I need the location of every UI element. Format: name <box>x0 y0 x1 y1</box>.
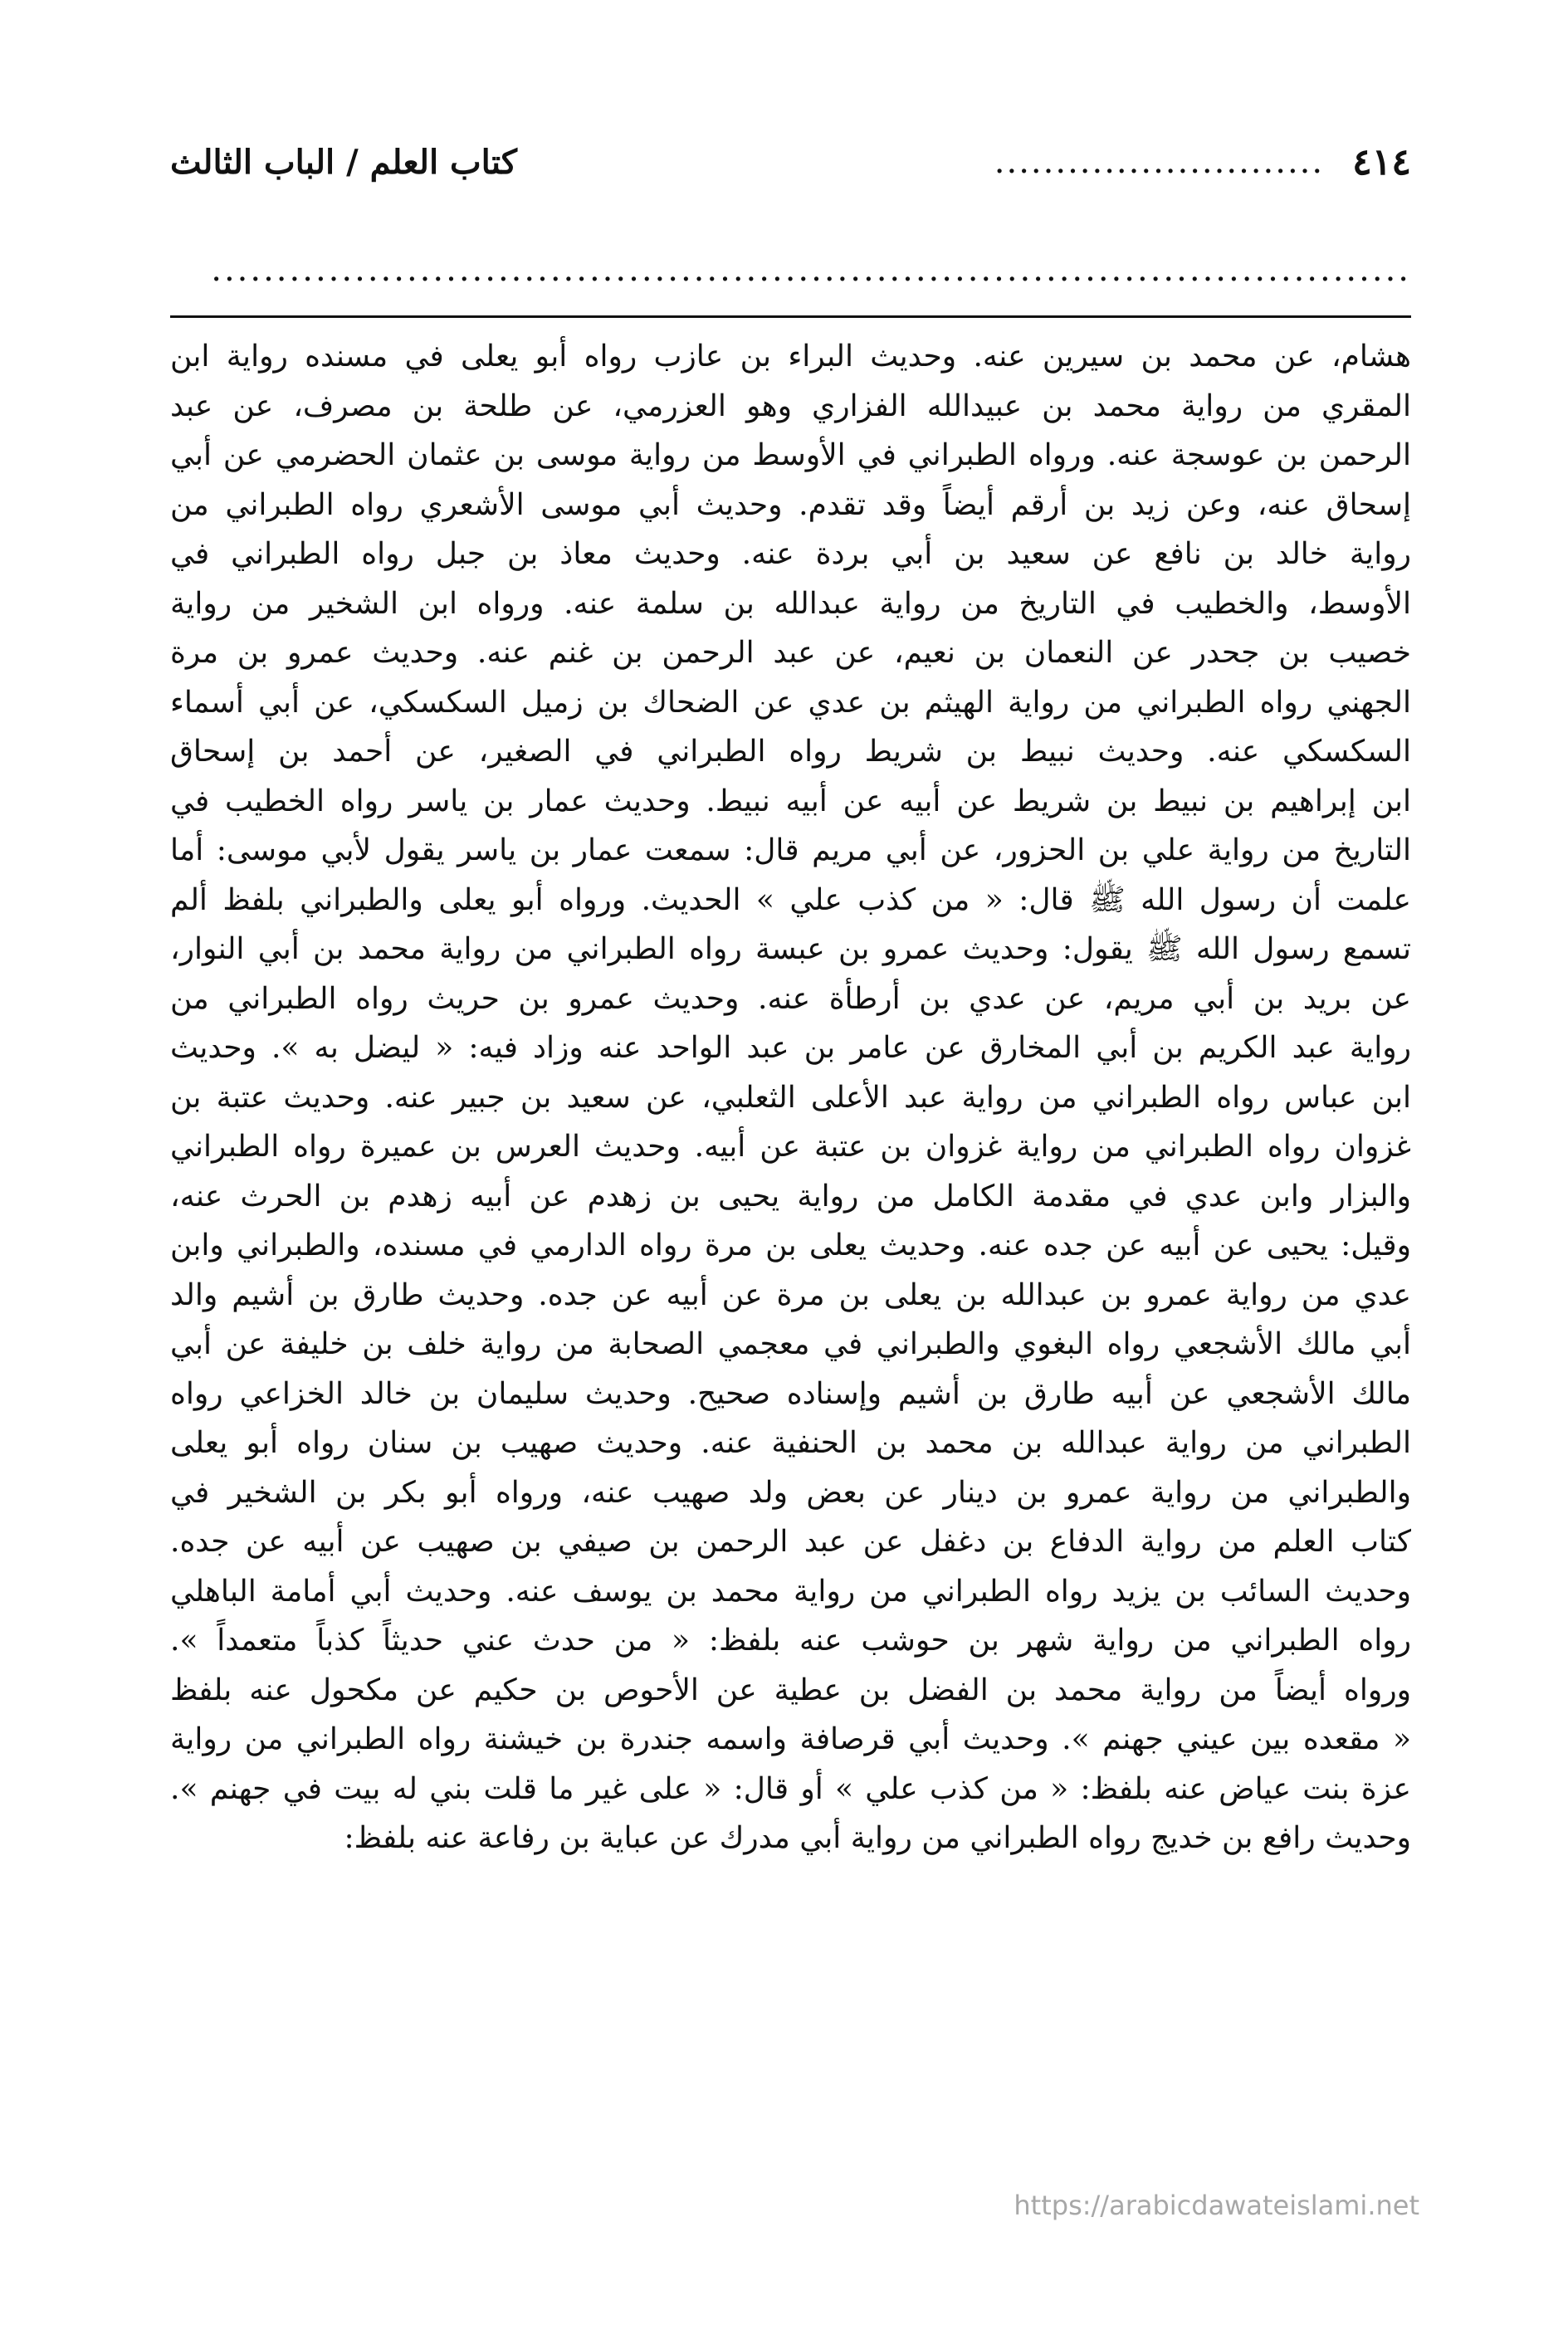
text-line: رواية عبد الكريم بن أبي المخارق عن عامر بن عبد الواحد عنه وزاد فيه: « ليضل به ». وحديث <box>170 1031 1411 1065</box>
text-line: وحديث رافع بن خديج رواه الطبراني من رواية أبي مدرك عن عباية بن رفاعة عنه بلفظ: <box>344 1821 1411 1855</box>
page-number: ٤١٤ <box>1352 140 1411 183</box>
header-rule <box>170 315 1411 318</box>
watermark-url: https://arabicdawateislami.net <box>1014 2190 1419 2221</box>
text-line: ورواه أيضاً من رواية محمد بن الفضل بن عطية عن الأحوص بن حكيم عن مكحول عنه بلفظ <box>170 1673 1411 1707</box>
text-line: عزة بنت عياض عنه بلفظ: « من كذب علي » أو قال: « على غير ما قلت بني له بيت في جهنم ». <box>170 1771 1411 1806</box>
text-line: الجهني رواه الطبراني من رواية الهيثم بن عدي عن الضحاك بن زميل السكسكي، عن أبي أسماء <box>170 685 1411 720</box>
text-line: أبي مالك الأشجعي رواه البغوي والطبراني في معجمي الصحابة من رواية خلف بن خليفة عن أبي <box>170 1327 1411 1361</box>
text-line: ابن عباس رواه الطبراني من رواية عبد الأعلى الثعلبي، عن سعيد بن جبير عنه. وحديث عتبة بن <box>170 1080 1411 1115</box>
text-line: وحديث السائب بن يزيد رواه الطبراني من رواية محمد بن يوسف عنه. وحديث أبي أمامة الباهلي <box>170 1574 1411 1609</box>
text-line: الطبراني من رواية عبدالله بن محمد بن الحنفية عنه. وحديث صهيب بن سنان رواه أبو يعلى <box>170 1426 1411 1460</box>
text-line: تسمع رسول الله ﷺ يقول: وحديث عمرو بن عبسة رواه الطبراني من رواية محمد بن أبي النوار، <box>170 932 1411 966</box>
text-line: مالك الأشجعي عن أبيه طارق بن أشيم وإسناده صحيح. وحديث سليمان بن خالد الخزاعي رواه <box>170 1376 1411 1411</box>
text-line: السكسكي عنه. وحديث نبيط بن شريط رواه الطبراني في الصغير، عن أحمد بن إسحاق <box>170 735 1411 769</box>
text-line: غزوان رواه الطبراني من رواية غزوان بن عتبة عن أبيه. وحديث العرس بن عميرة رواه الطبراني <box>170 1130 1411 1164</box>
text-line: « مقعده بين عيني جهنم ». وحديث أبي قرصافة واسمه جندرة بن خيشنة رواه الطبراني من رواية <box>170 1722 1411 1756</box>
text-line: خصيب بن جحدر عن النعمان بن نعيم، عن عبد الرحمن بن غنم عنه. وحديث عمرو بن مرة <box>170 636 1411 670</box>
text-line: علمت أن رسول الله ﷺ قال: « من كذب علي » الحديث. ورواه أبو يعلى والطبراني بلفظ ألم <box>170 882 1411 917</box>
text-line: ابن إبراهيم بن نبيط بن شريط عن أبيه عن أبيه نبيط. وحديث عمار بن ياسر رواه الخطيب في <box>170 784 1411 818</box>
text-line: كتاب العلم من رواية الدفاع بن دغفل عن عبد الرحمن بن صيفي بن صهيب عن أبيه عن جده. <box>170 1525 1411 1559</box>
text-line: وقيل: يحيى عن أبيه عن جده عنه. وحديث يعلى بن مرة رواه الدارمي في مسنده، والطبراني وابن <box>170 1228 1411 1262</box>
body-text <box>170 332 1411 1863</box>
text-line: الرحمن بن عوسجة عنه. ورواه الطبراني في الأوسط من رواية موسى بن عثمان الحضرمي عن أبي <box>170 438 1411 472</box>
text-line: رواية خالد بن نافع عن سعيد بن أبي بردة عنه. وحديث معاذ بن جبل رواه الطبراني في <box>170 537 1411 571</box>
top-dotted-line: ............................................................................................ <box>211 253 1411 286</box>
chapter-title: كتاب العلم / الباب الثالث <box>170 142 517 182</box>
text-line: هشام، عن محمد بن سيرين عنه. وحديث البراء بن عازب رواه أبو يعلى في مسنده رواية ابن <box>170 339 1411 374</box>
header-dots: ........................... <box>994 143 1325 181</box>
text-line: رواه الطبراني من رواية شهر بن حوشب عنه بلفظ: « من حدث عني حديثاً كذباً متعمداً ». <box>170 1624 1411 1658</box>
text-line: والبزار وابن عدي في مقدمة الكامل من رواية يحيى بن زهدم عن أبيه زهدم بن الحرث عنه، <box>170 1179 1411 1214</box>
text-line: عن بريد بن أبي مريم، عن عدي بن أرطأة عنه. وحديث عمرو بن حريث رواه الطبراني من <box>170 981 1411 1016</box>
text-line: والطبراني من رواية عمرو بن دينار عن بعض ولد صهيب عنه، ورواه أبو بكر بن الشخير في <box>170 1475 1411 1510</box>
text-line: المقري من رواية محمد بن عبيدالله الفزاري وهو العزرمي، عن طلحة بن مصرف، عن عبد <box>170 388 1411 423</box>
text-line: عدي من رواية عمرو بن عبدالله بن يعلى بن مرة عن أبيه عن جده. وحديث طارق بن أشيم والد <box>170 1277 1411 1312</box>
page-header <box>170 125 1411 199</box>
text-line: الأوسط، والخطيب في التاريخ من رواية عبدالله بن سلمة عنه. ورواه ابن الشخير من رواية <box>170 586 1411 621</box>
text-line: التاريخ من رواية علي بن الحزور، عن أبي مريم قال: سمعت عمار بن ياسر يقول لأبي موسى: أما <box>170 833 1411 867</box>
text-line: إسحاق عنه، وعن زيد بن أرقم أيضاً وقد تقدم. وحديث أبي موسى الأشعري رواه الطبراني من <box>170 487 1411 522</box>
